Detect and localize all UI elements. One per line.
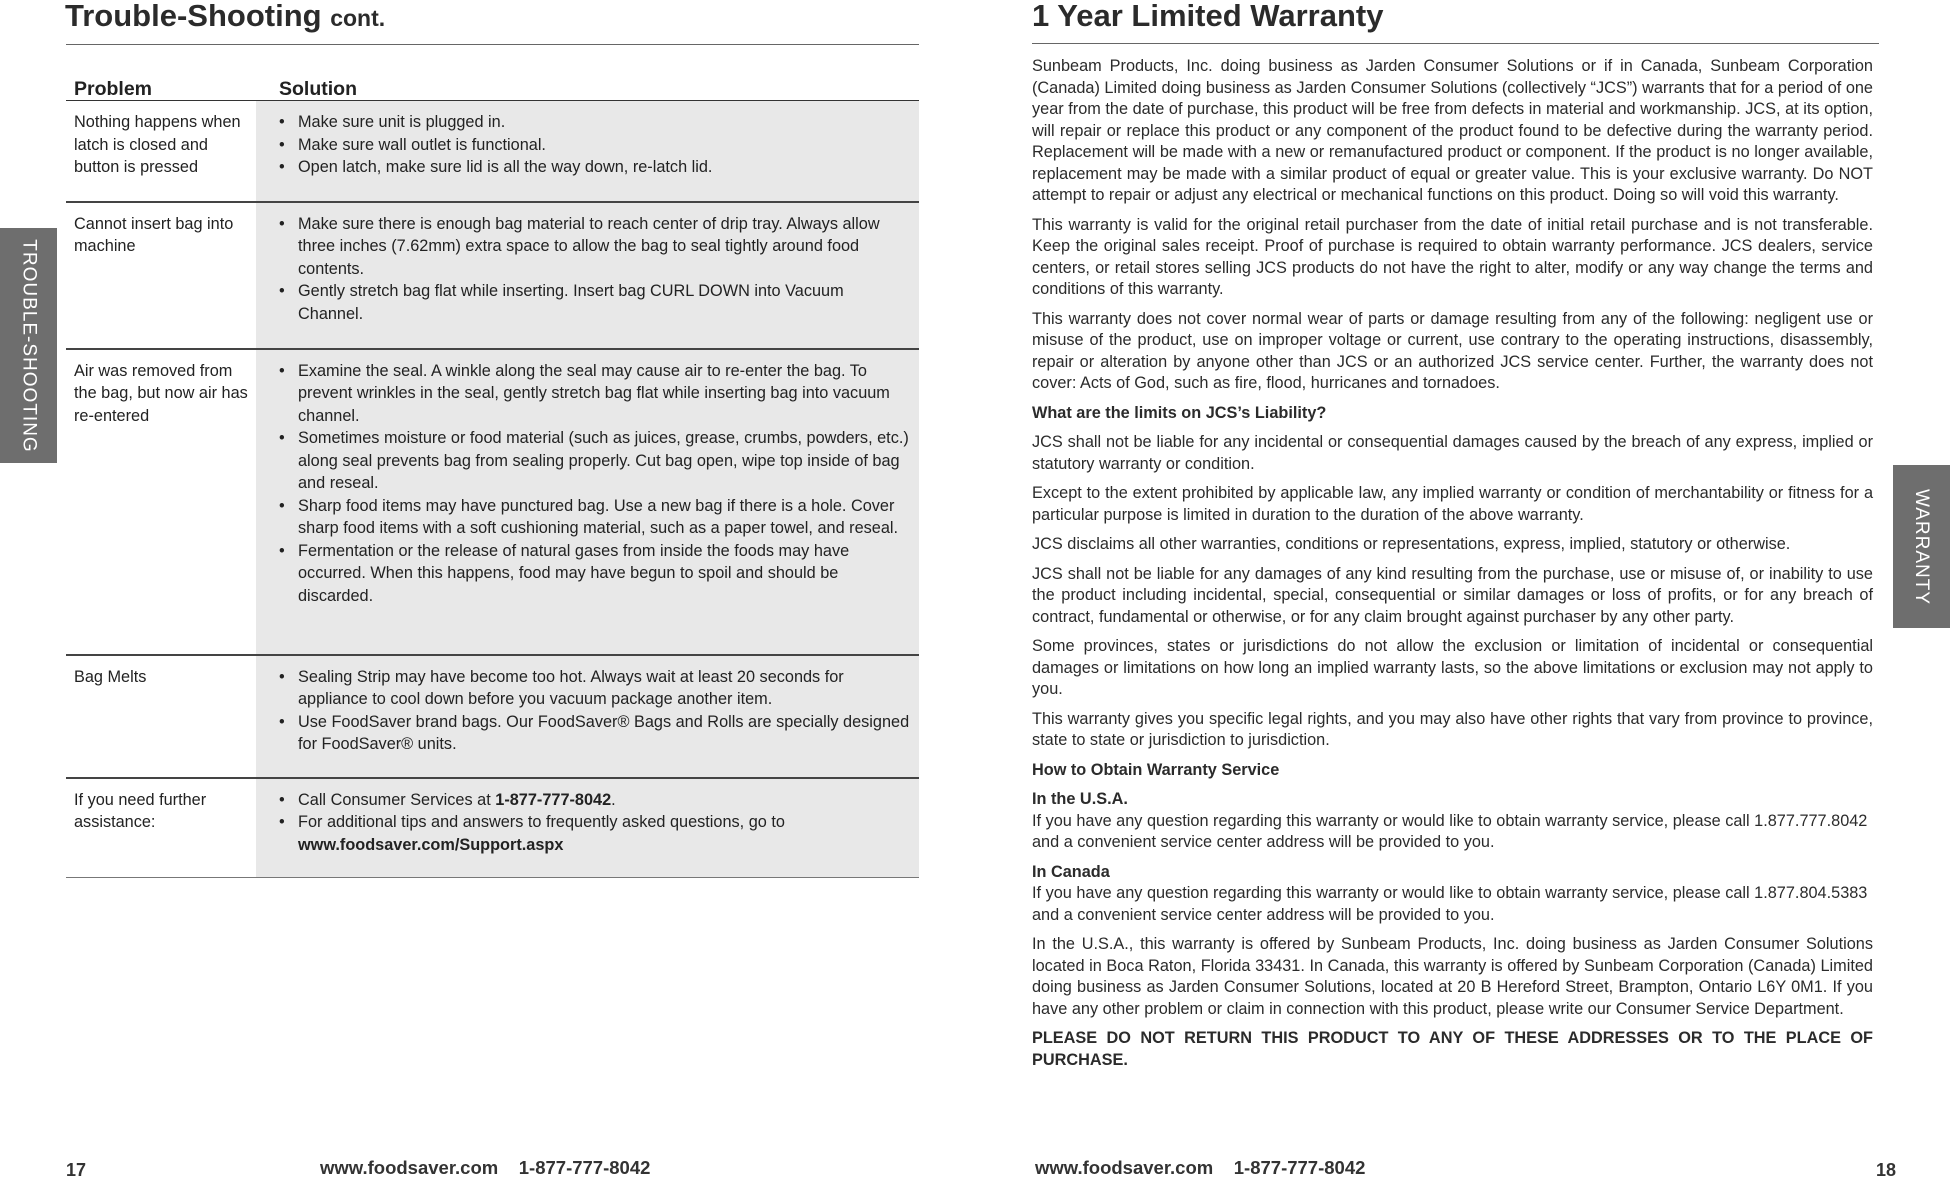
problem-column-header: Problem <box>66 68 256 101</box>
problem-cell: Air was removed from the bag, but now air has re-entered <box>66 349 256 655</box>
page-number: 18 <box>1875 1160 1896 1180</box>
usa-heading: In the U.S.A. <box>1032 790 1128 808</box>
problem-cell: Nothing happens when latch is closed and button is pressed <box>66 101 256 202</box>
warranty-paragraph: Sunbeam Products, Inc. doing business as Jarden Consumer Solutions or if in Canada, Sunbeam Corporation (Canada) Limited doing business as Jarden Consumer Solutions (collectively “JCS”) warrants that for a period of one year from the date of purchase, this product will be free from defects in material and workmanship. JCS, at its option, will repair or replace this product or any component of the product found to be defective during the warranty period. Replacement will be made with a new or remanufactured product or component. If the product is no longer available, replacement may be made with a similar product of equal or greater value. This is your exclusive warranty. Do NOT attempt to repair or adjust any electrical or mechanical functions on this product. Doing so will void this warranty. <box>1032 57 1873 204</box>
warranty-paragraph: This warranty gives you specific legal rights, and you may also have other rights that vary from province to province, state to state or jurisdiction to jurisdiction. <box>1032 709 1873 749</box>
solution-item: • Fermentation or the release of natural gases from inside the foods may have occurred. When this happens, food may have begun to spoil and should be discarded. <box>278 540 911 608</box>
table-row <box>66 101 919 202</box>
warranty-body <box>1032 56 1873 1079</box>
solution-item: • Examine the seal. A winkle along the seal may cause air to re-enter the bag. To prevent wrinkles in the seal, gently stretch bag flat while inserting bag into vacuum channel. <box>278 360 911 428</box>
table-row <box>66 349 919 655</box>
canada-heading: In Canada <box>1032 862 1110 881</box>
solution-item: • Make sure there is enough bag material to reach center of drip tray. Always allow three inches (7.62mm) extra space to allow the bag to seal tightly around food contents. <box>278 213 911 281</box>
solution-item: • Use FoodSaver brand bags. Our FoodSaver® Bags and Rolls are specially designed for FoodSaver® units. <box>278 711 911 756</box>
return-notice: PLEASE DO NOT RETURN THIS PRODUCT TO ANY OF THESE ADDRESSES OR TO THE PLACE OF PURCHASE. <box>1032 1029 1873 1069</box>
solution-item: • For additional tips and answers to frequently asked questions, go to www.foodsaver.com/Support.aspx <box>278 811 911 856</box>
solution-item: • Make sure unit is plugged in. <box>278 111 911 134</box>
solution-column-header: Solution <box>256 68 919 101</box>
warranty-paragraph: This warranty does not cover normal wear of parts or damage resulting from any of the following: negligent use or misuse of the product, use on improper voltage or current, use contrary to the operating instructions, disassembly, repair or alteration by anyone other than JCS or an authorized JCS service center. Further, the warranty does not cover: Acts of God, such as fire, flood, hurricanes and tornadoes. <box>1032 309 1873 392</box>
table-row <box>66 655 919 778</box>
solution-item: • Sharp food items may have punctured bag. Use a new bag if there is a hole. Cover sharp food items with a soft cushioning material, such as a paper towel, and reseal. <box>278 495 911 540</box>
trouble-shooting-table <box>66 68 919 878</box>
solution-item: • Open latch, make sure lid is all the way down, re-latch lid. <box>278 156 911 179</box>
table-row <box>66 202 919 349</box>
service-heading: How to Obtain Warranty Service <box>1032 760 1280 779</box>
problem-cell: If you need further assistance: <box>66 778 256 878</box>
title-divider <box>66 44 919 45</box>
solution-cell <box>256 655 919 778</box>
section-tab-warranty: WARRANTY <box>1893 465 1950 628</box>
canada-service: In Canada If you have any question regarding this warranty or would like to obtain warranty service, please call 1.877.804.5383 and a convenient service center address will be provided to you. <box>1032 862 1873 927</box>
solution-item: • Call Consumer Services at 1-877-777-8042. <box>278 789 911 812</box>
table-header-row <box>66 68 919 101</box>
footer-contact: www.foodsaver.com 1-877-777-8042 <box>1035 1157 1366 1178</box>
solution-item: • Make sure wall outlet is functional. <box>278 134 911 157</box>
warranty-paragraph: JCS shall not be liable for any damages of any kind resulting from the purchase, use or misuse of, or inability to use the product including incidental, special, consequential or similar damages or loss of profits, or for any breach of contract, fundamental or otherwise, or for any claim brought against purchaser by any other party. <box>1032 564 1873 626</box>
problem-cell: Bag Melts <box>66 655 256 778</box>
warranty-paragraph: Some provinces, states or jurisdictions do not allow the exclusion or limitation of incidental or consequential damages or limitations on how long an implied warranty lasts, so the above limitations or exclusion may not apply to you. <box>1032 637 1873 698</box>
support-link[interactable]: www.foodsaver.com/Support.aspx <box>298 835 564 854</box>
page-title: Trouble-Shooting cont. <box>65 0 386 33</box>
warranty-paragraph: JCS disclaims all other warranties, conditions or representations, express, implied, statutory or otherwise. <box>1032 535 1791 553</box>
warranty-paragraph: JCS shall not be liable for any incidental or consequential damages caused by the breach of any express, implied or statutory warranty or condition. <box>1032 433 1873 473</box>
solution-cell <box>256 778 919 878</box>
page-number: 17 <box>66 1160 87 1180</box>
warranty-paragraph: This warranty is valid for the original retail purchaser from the date of initial retail purchase and is not transferable. Keep the original sales receipt. Proof of purchase is required to obtain warranty performance. JCS dealers, service centers, or retail stores selling JCS products do not have the right to alter, modify or any way change the terms and conditions of this warranty. <box>1032 215 1873 298</box>
solution-cell <box>256 101 919 202</box>
liability-heading: What are the limits on JCS’s Liability? <box>1032 403 1327 422</box>
title-divider <box>1032 43 1879 44</box>
footer-contact: www.foodsaver.com 1-877-777-8042 <box>320 1157 651 1178</box>
warranty-paragraph: In the U.S.A., this warranty is offered by Sunbeam Products, Inc. doing business as Jarden Consumer Solutions located in Boca Raton, Florida 33431. In Canada, this warranty is offered by Sunbeam Corporation (Canada) Limited doing business as Jarden Consumer Solutions, located at 20 B Hereford Street, Brampton, Ontario L6Y 0M1. If you have any other problem or claim in connection with this product, please write our Consumer Service Department. <box>1032 935 1873 1018</box>
solution-cell <box>256 202 919 349</box>
page-title: 1 Year Limited Warranty <box>1032 0 1384 33</box>
usa-service: In the U.S.A. If you have any question regarding this warranty or would like to obtain warranty service, please call 1.877.777.8042 and a convenient service center address will be provided to you. <box>1032 789 1873 854</box>
solution-cell <box>256 349 919 655</box>
solution-item: • Sealing Strip may have become too hot. Always wait at least 20 seconds for appliance to cool down before you vacuum package another item. <box>278 666 911 711</box>
solution-item: • Gently stretch bag flat while inserting. Insert bag CURL DOWN into Vacuum Channel. <box>278 280 911 325</box>
right-page <box>975 0 1950 1181</box>
table-row <box>66 778 919 878</box>
warranty-paragraph: Except to the extent prohibited by applicable law, any implied warranty or condition of merchantability or fitness for a particular purpose is limited in duration to the duration of the above warranty. <box>1032 484 1873 524</box>
section-tab-trouble-shooting: TROUBLE-SHOOTING <box>0 228 57 463</box>
problem-cell: Cannot insert bag into machine <box>66 202 256 349</box>
phone-number: 1-877-777-8042 <box>495 790 612 809</box>
solution-item: • Sometimes moisture or food material (such as juices, grease, crumbs, powders, etc.) along seal prevents bag from sealing properly. Cut bag open, wipe top inside of bag and reseal. <box>278 427 911 495</box>
